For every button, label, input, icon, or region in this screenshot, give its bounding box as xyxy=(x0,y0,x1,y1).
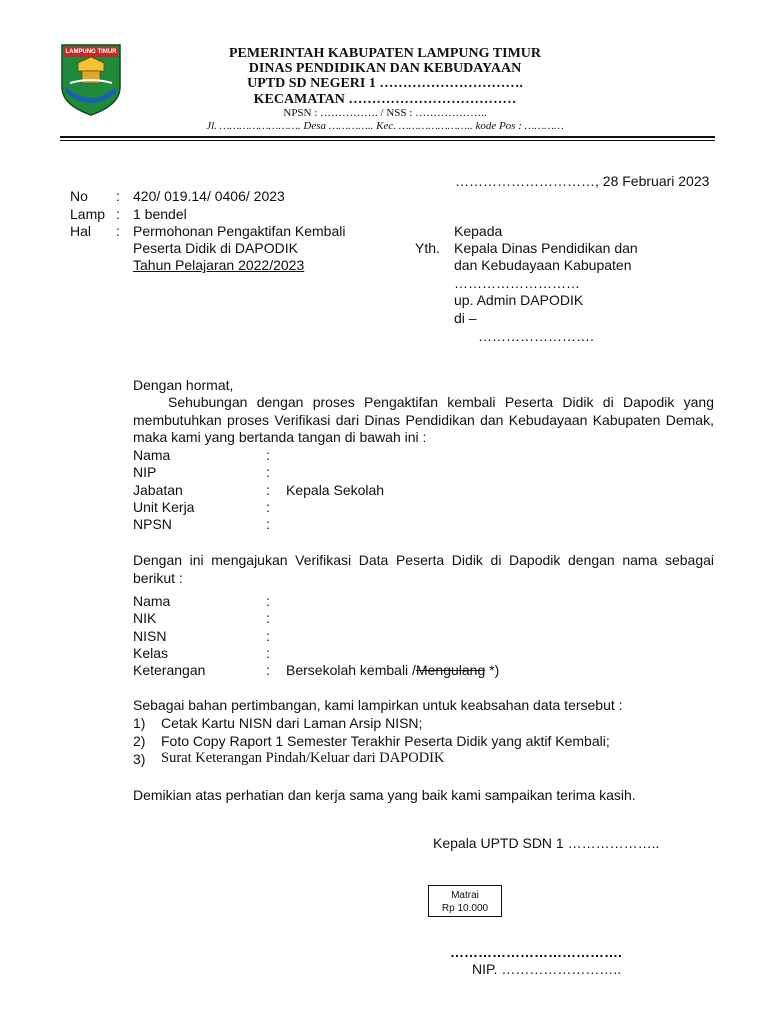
student-nisn-label: NISN xyxy=(133,628,167,644)
stamp-duty-amount: Rp 10.000 xyxy=(441,903,489,914)
letterhead-npsn-line: NPSN : ……………. / NSS : ……………….. xyxy=(283,107,487,119)
attachment-1-number: 1) xyxy=(133,715,146,731)
student-remark-colon: : xyxy=(266,662,270,678)
intro-paragraph: Sehubungan dengan proses Pengaktifan kembali Peserta Didik di Dapodik yang membutuhkan proses Verifikasi dari Dinas Pendidikan dan Kebudayaan Kabupaten Demak, maka kami yang bertanda tangan di bawah ini : xyxy=(133,394,714,445)
remark-option-struck: Mengulang xyxy=(415,662,486,678)
request-paragraph: Dengan ini mengajukan Verifikasi Data Peserta Didik di Dapodik dengan nama sebagai berikut : xyxy=(133,552,714,586)
remark-option-active: Bersekolah kembali / xyxy=(286,662,416,678)
student-nik-label: NIK xyxy=(133,610,157,626)
subject-line-1: Permohonan Pengaktifan Kembali xyxy=(133,223,346,239)
student-nisn-colon: : xyxy=(266,628,270,644)
closing-sentence: Demikian atas perhatian dan kerja sama yang baik kami sampaikan terima kasih. xyxy=(133,787,636,803)
signer-title: Kepala UPTD SDN 1 ……………….. xyxy=(433,835,660,851)
letterhead-line-school: UPTD SD NEGERI 1 …………………………. xyxy=(247,76,523,91)
signer-unit-label: Unit Kerja xyxy=(133,499,195,515)
student-remark-label: Keterangan xyxy=(133,662,206,678)
letterhead-line-government: PEMERINTAH KABUPATEN LAMPUNG TIMUR xyxy=(228,46,542,61)
greeting: Dengan hormat, xyxy=(133,377,234,393)
signer-nip-colon: : xyxy=(266,464,270,480)
hal-colon: : xyxy=(116,223,120,239)
no-colon: : xyxy=(116,188,120,204)
attachment-count: 1 bendel xyxy=(133,206,187,222)
attachment-2-number: 2) xyxy=(133,733,146,749)
logo-banner-text: LAMPUNG TIMUR xyxy=(65,49,117,55)
lamp-label: Lamp xyxy=(70,206,106,222)
signer-name-colon: : xyxy=(266,447,270,463)
student-name-label: Nama xyxy=(133,593,171,609)
letterhead-divider-thin xyxy=(60,140,715,141)
recipient-line-6: ……………………. xyxy=(478,328,594,344)
signer-npsn-colon: : xyxy=(266,516,270,532)
signer-nip-label: NIP xyxy=(133,464,157,480)
recipient-line-5: di – xyxy=(454,310,477,326)
signer-npsn-label: NPSN xyxy=(133,516,172,532)
attachment-3-text: Surat Keterangan Pindah/Keluar dari DAPODIK xyxy=(161,750,445,766)
attachments-intro: Sebagai bahan pertimbangan, kami lampirkan untuk keabsahan data tersebut : xyxy=(133,697,623,713)
signer-name-dots: ………………………………. xyxy=(450,944,622,960)
letter-number: 420/ 019.14/ 0406/ 2023 xyxy=(133,188,285,204)
recipient-line-4: up. Admin DAPODIK xyxy=(454,292,584,308)
student-remark-value xyxy=(286,662,499,679)
subject-line-3: Tahun Pelajaran 2022/2023 xyxy=(133,257,305,273)
signer-position-label: Jabatan xyxy=(133,482,183,498)
signer-name-label: Nama xyxy=(133,447,171,463)
signer-nip: NIP. …………………….. xyxy=(472,961,622,977)
student-nik-colon: : xyxy=(266,610,270,626)
subject-line-2: Peserta Didik di DAPODIK xyxy=(133,240,298,256)
district-logo xyxy=(60,43,122,117)
attachment-2-text: Foto Copy Raport 1 Semester Terakhir Peserta Didik yang aktif Kembali; xyxy=(161,733,610,749)
attachment-3-number: 3) xyxy=(133,751,146,767)
recipient-line-2: dan Kebudayaan Kabupaten xyxy=(454,257,632,273)
remark-footnote-mark: *) xyxy=(485,662,500,678)
signer-position-colon: : xyxy=(266,482,270,498)
letterhead-line-district: KECAMATAN ……………………………… xyxy=(253,92,517,107)
letterhead-line-department: DINAS PENDIDIKAN DAN KEBUDAYAAN xyxy=(248,61,522,76)
signer-position-value: Kepala Sekolah xyxy=(286,482,385,498)
attachment-1-text: Cetak Kartu NISN dari Laman Arsip NISN; xyxy=(161,715,423,731)
letter-date: …………………………, 28 Februari 2023 xyxy=(455,173,710,189)
letterhead-divider-thick xyxy=(60,136,715,138)
no-label: No xyxy=(70,188,88,204)
recipient-kepada: Kepada xyxy=(454,223,503,239)
stamp-duty-label: Matrai xyxy=(451,890,479,901)
recipient-yth: Yth. xyxy=(415,240,440,256)
student-name-colon: : xyxy=(266,593,270,609)
recipient-line-1: Kepala Dinas Pendidikan dan xyxy=(454,240,638,256)
recipient-line-3: ……………………… xyxy=(454,275,580,291)
letterhead-address-line: Jl. ……………………. Desa ………….. Kec. ………………….. kode Pos : ………… xyxy=(206,120,564,132)
stamp-duty-box xyxy=(428,885,502,917)
hal-label: Hal xyxy=(70,223,92,239)
student-class-label: Kelas xyxy=(133,645,169,661)
student-class-colon: : xyxy=(266,645,270,661)
lamp-colon: : xyxy=(116,206,120,222)
signer-unit-colon: : xyxy=(266,499,270,515)
